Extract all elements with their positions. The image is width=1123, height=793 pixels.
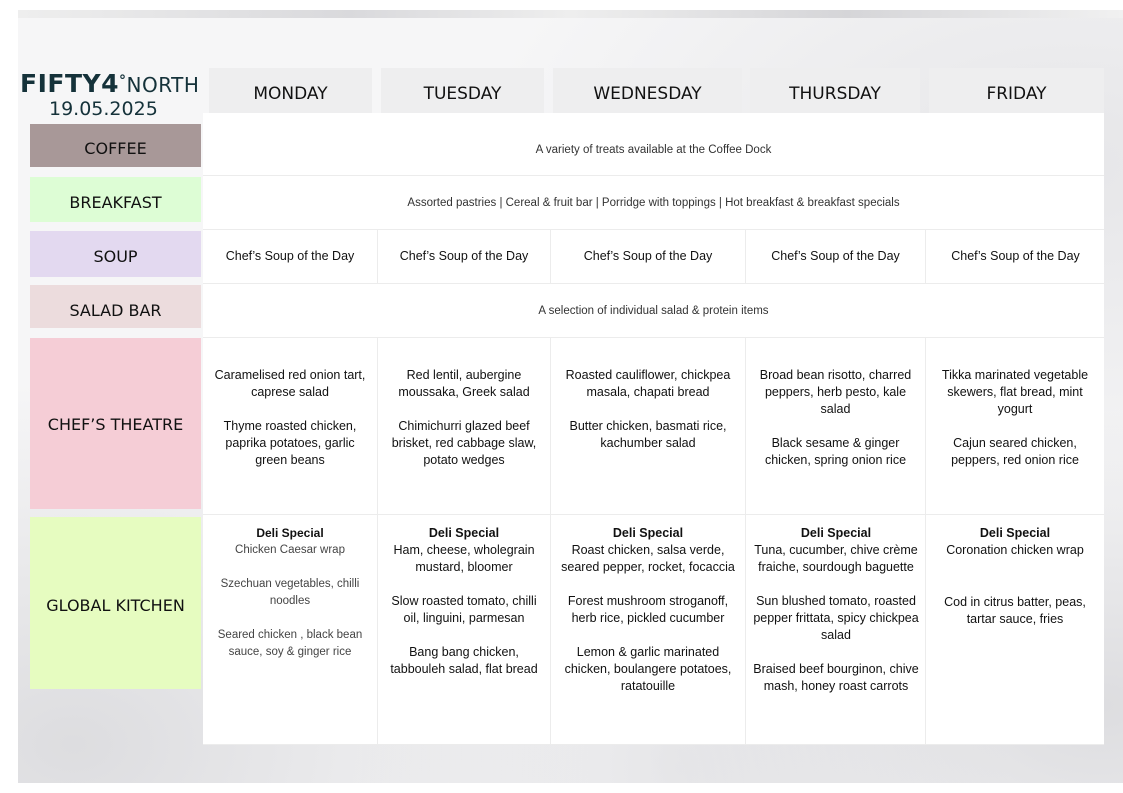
breakfast-description: Assorted pastries | Cereal & fruit bar | Porridge with toppings | Hot breakfast & breakfast specials bbox=[407, 197, 900, 209]
column-divider bbox=[377, 229, 378, 283]
soup-tuesday: Chef’s Soup of the Day bbox=[399, 249, 529, 263]
column-divider bbox=[745, 337, 746, 744]
dish: Thyme roasted chicken, paprika potatoes, garlic green beans bbox=[223, 419, 357, 467]
menu-date: 19.05.2025 bbox=[49, 98, 158, 120]
global-kitchen-tuesday bbox=[383, 525, 545, 678]
column-divider bbox=[550, 229, 551, 283]
soup-friday: Chef’s Soup of the Day bbox=[951, 249, 1080, 263]
dish: Slow roasted tomato, chilli oil, linguini, parmesan bbox=[391, 594, 537, 625]
day-header-friday: FRIDAY bbox=[929, 68, 1104, 113]
category-salad-bar: SALAD BAR bbox=[30, 285, 201, 328]
dish: Tikka marinated vegetable skewers, flat bread, mint yogurt bbox=[941, 368, 1089, 416]
global-kitchen-friday bbox=[930, 525, 1100, 628]
dish: Bang bang chicken, tabbouleh salad, flat bread bbox=[390, 645, 538, 676]
deli-special-title: Deli Special bbox=[256, 526, 324, 540]
chefs-theatre-thursday bbox=[758, 367, 913, 469]
day-header-monday: MONDAY bbox=[209, 68, 372, 113]
soup-thursday: Chef’s Soup of the Day bbox=[771, 249, 900, 263]
row-divider bbox=[203, 744, 1104, 745]
category-breakfast: BREAKFAST bbox=[30, 177, 201, 222]
dish: Cod in citrus batter, peas, tartar sauce, fries bbox=[944, 595, 1086, 626]
dish: Seared chicken , black bean sauce, soy & ginger rice bbox=[217, 629, 363, 658]
dish: Chicken Caesar wrap bbox=[235, 544, 345, 556]
dish: Ham, cheese, wholegrain mustard, bloomer bbox=[393, 543, 535, 574]
dish: Roast chicken, salsa verde, seared pepper, rocket, focaccia bbox=[561, 543, 735, 574]
chefs-theatre-tuesday bbox=[386, 367, 542, 469]
row-divider bbox=[203, 514, 1104, 515]
dish: Broad bean risotto, charred peppers, herb pesto, kale salad bbox=[759, 368, 912, 416]
chefs-theatre-wednesday bbox=[560, 367, 736, 452]
category-soup: SOUP bbox=[30, 231, 201, 277]
day-header-tuesday: TUESDAY bbox=[381, 68, 544, 113]
category-coffee: COFFEE bbox=[30, 124, 201, 167]
column-divider bbox=[550, 337, 551, 744]
dish: Roasted cauliflower, chickpea masala, chapati bread bbox=[565, 368, 731, 399]
column-divider bbox=[925, 229, 926, 283]
soup-wednesday: Chef’s Soup of the Day bbox=[583, 249, 713, 263]
column-divider bbox=[377, 337, 378, 744]
row-divider bbox=[203, 175, 1104, 176]
deli-special-title: Deli Special bbox=[979, 526, 1051, 540]
column-divider bbox=[745, 229, 746, 283]
dish: Chimichurri glazed beef brisket, red cabbage slaw, potato wedges bbox=[391, 419, 537, 467]
deli-special-title: Deli Special bbox=[612, 526, 684, 540]
row-divider bbox=[203, 229, 1104, 230]
coffee-description: A variety of treats available at the Coffee Dock bbox=[535, 144, 772, 156]
global-kitchen-thursday bbox=[753, 525, 919, 695]
dish: Black sesame & ginger chicken, spring onion rice bbox=[764, 436, 907, 467]
chefs-theatre-monday bbox=[212, 367, 368, 469]
deli-special-title: Deli Special bbox=[800, 526, 872, 540]
day-header-thursday: THURSDAY bbox=[750, 68, 920, 113]
global-kitchen-wednesday bbox=[556, 525, 740, 695]
dish: Braised beef bourginon, chive mash, honey roast carrots bbox=[753, 662, 919, 693]
dish: Sun blushed tomato, roasted pepper frittata, spicy chickpea salad bbox=[753, 594, 919, 642]
brand-logo bbox=[20, 69, 200, 120]
category-chefs-theatre: CHEF’S THEATRE bbox=[30, 338, 201, 509]
day-header-wednesday: WEDNESDAY bbox=[553, 68, 742, 113]
dish: Lemon & garlic marinated chicken, boulangere potatoes, ratatouille bbox=[564, 645, 732, 693]
row-divider bbox=[203, 337, 1104, 338]
row-divider bbox=[203, 283, 1104, 284]
deli-special-title: Deli Special bbox=[428, 526, 500, 540]
salad-bar-description: A selection of individual salad & protein items bbox=[538, 305, 769, 317]
category-global-kitchen: GLOBAL KITCHEN bbox=[30, 517, 201, 689]
dish: Coronation chicken wrap bbox=[946, 543, 1084, 557]
dish: Tuna, cucumber, chive crème fraiche, sourdough baguette bbox=[754, 543, 918, 574]
dish: Cajun seared chicken, peppers, red onion rice bbox=[951, 436, 1079, 467]
dish: Butter chicken, basmati rice, kachumber salad bbox=[569, 419, 727, 450]
dish: Red lentil, aubergine moussaka, Greek salad bbox=[398, 368, 530, 399]
dish: Szechuan vegetables, chilli noodles bbox=[220, 578, 360, 607]
brand-name: FIFTY4°NORTH bbox=[20, 69, 200, 98]
chefs-theatre-friday bbox=[937, 367, 1093, 469]
soup-monday: Chef’s Soup of the Day bbox=[225, 249, 355, 263]
dish: Caramelised red onion tart, caprese salad bbox=[214, 368, 366, 399]
column-divider bbox=[925, 337, 926, 744]
global-kitchen-monday bbox=[210, 525, 370, 661]
dish: Forest mushroom stroganoff, herb rice, pickled cucumber bbox=[567, 594, 729, 625]
